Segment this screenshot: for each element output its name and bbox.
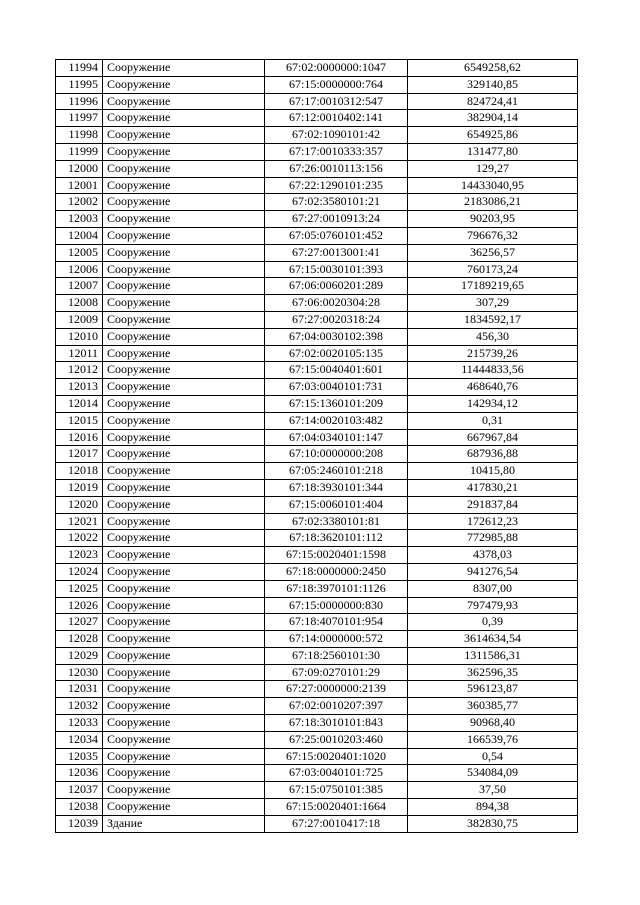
table-row (56, 227, 578, 244)
row-number-cell: 11997 (56, 110, 103, 127)
row-number-cell: 12027 (56, 614, 103, 631)
value-cell: 215739,26 (408, 345, 578, 362)
cadastral-number-cell: 67:02:0020105:135 (265, 345, 408, 362)
value-cell: 360385,77 (408, 698, 578, 715)
cadastral-number-cell: 67:04:0030102:398 (265, 328, 408, 345)
value-cell: 687936,88 (408, 446, 578, 463)
value-cell: 824724,41 (408, 93, 578, 110)
cadastral-number-cell: 67:02:0010207:397 (265, 698, 408, 715)
value-cell: 166539,76 (408, 731, 578, 748)
value-cell: 37,50 (408, 782, 578, 799)
object-type-cell: Сооружение (103, 429, 265, 446)
value-cell: 6549258,62 (408, 60, 578, 77)
row-number-cell: 11999 (56, 143, 103, 160)
table-row (56, 143, 578, 160)
table-row (56, 93, 578, 110)
object-type-cell: Сооружение (103, 76, 265, 93)
value-cell: 382830,75 (408, 815, 578, 832)
value-cell: 329140,85 (408, 76, 578, 93)
object-type-cell: Сооружение (103, 160, 265, 177)
object-type-cell: Сооружение (103, 412, 265, 429)
object-type-cell: Сооружение (103, 698, 265, 715)
value-cell: 0,31 (408, 412, 578, 429)
value-cell: 307,29 (408, 295, 578, 312)
row-number-cell: 12013 (56, 379, 103, 396)
cadastral-number-cell: 67:18:3010101:843 (265, 715, 408, 732)
table-row (56, 614, 578, 631)
row-number-cell: 12038 (56, 799, 103, 816)
row-number-cell: 12001 (56, 177, 103, 194)
object-type-cell: Сооружение (103, 479, 265, 496)
value-cell: 772985,88 (408, 530, 578, 547)
row-number-cell: 12018 (56, 463, 103, 480)
table-row (56, 799, 578, 816)
row-number-cell: 12003 (56, 211, 103, 228)
cadastral-number-cell: 67:17:0010312:547 (265, 93, 408, 110)
cadastral-number-cell: 67:06:0060201:289 (265, 278, 408, 295)
object-type-cell: Сооружение (103, 765, 265, 782)
table-row (56, 530, 578, 547)
row-number-cell: 12036 (56, 765, 103, 782)
table-row (56, 782, 578, 799)
cadastral-number-cell: 67:15:0020401:1020 (265, 748, 408, 765)
row-number-cell: 12002 (56, 194, 103, 211)
cadastral-number-cell: 67:14:0000000:572 (265, 631, 408, 648)
value-cell: 468640,76 (408, 379, 578, 396)
table-row (56, 295, 578, 312)
table-row (56, 597, 578, 614)
row-number-cell: 12000 (56, 160, 103, 177)
row-number-cell: 12015 (56, 412, 103, 429)
table-row (56, 496, 578, 513)
table-row (56, 631, 578, 648)
row-number-cell: 12004 (56, 227, 103, 244)
object-type-cell: Сооружение (103, 513, 265, 530)
cadastral-number-cell: 67:02:1090101:42 (265, 127, 408, 144)
table-row (56, 395, 578, 412)
value-cell: 417830,21 (408, 479, 578, 496)
cadastral-number-cell: 67:25:0010203:460 (265, 731, 408, 748)
table-row (56, 110, 578, 127)
table-row (56, 379, 578, 396)
table-row (56, 748, 578, 765)
row-number-cell: 11995 (56, 76, 103, 93)
object-type-cell: Сооружение (103, 664, 265, 681)
cadastral-number-cell: 67:18:3970101:1126 (265, 580, 408, 597)
value-cell: 2183086,21 (408, 194, 578, 211)
cadastral-number-cell: 67:15:0040401:601 (265, 362, 408, 379)
table-row (56, 328, 578, 345)
cadastral-number-cell: 67:27:0000000:2139 (265, 681, 408, 698)
row-number-cell: 12022 (56, 530, 103, 547)
object-type-cell: Сооружение (103, 496, 265, 513)
value-cell: 90968,40 (408, 715, 578, 732)
value-cell: 3614634,54 (408, 631, 578, 648)
object-type-cell: Сооружение (103, 328, 265, 345)
object-type-cell: Сооружение (103, 597, 265, 614)
object-type-cell: Сооружение (103, 647, 265, 664)
table-row (56, 547, 578, 564)
object-type-cell: Сооружение (103, 748, 265, 765)
cadastral-number-cell: 67:27:0013001:41 (265, 244, 408, 261)
property-table (55, 59, 578, 833)
table-row (56, 211, 578, 228)
row-number-cell: 12030 (56, 664, 103, 681)
object-type-cell: Сооружение (103, 563, 265, 580)
value-cell: 382904,14 (408, 110, 578, 127)
row-number-cell: 12007 (56, 278, 103, 295)
table-row (56, 563, 578, 580)
table-row (56, 194, 578, 211)
cadastral-number-cell: 67:15:1360101:209 (265, 395, 408, 412)
table-row (56, 647, 578, 664)
object-type-cell: Сооружение (103, 177, 265, 194)
value-cell: 8307,00 (408, 580, 578, 597)
table-row (56, 278, 578, 295)
table-row (56, 463, 578, 480)
table-row (56, 261, 578, 278)
value-cell: 0,39 (408, 614, 578, 631)
table-row (56, 479, 578, 496)
cadastral-number-cell: 67:09:0270101:29 (265, 664, 408, 681)
value-cell: 362596,35 (408, 664, 578, 681)
row-number-cell: 12032 (56, 698, 103, 715)
value-cell: 142934,12 (408, 395, 578, 412)
table-row (56, 664, 578, 681)
object-type-cell: Сооружение (103, 580, 265, 597)
table-row (56, 580, 578, 597)
object-type-cell: Сооружение (103, 311, 265, 328)
cadastral-number-cell: 67:05:2460101:218 (265, 463, 408, 480)
table-row (56, 345, 578, 362)
row-number-cell: 12033 (56, 715, 103, 732)
row-number-cell: 12011 (56, 345, 103, 362)
value-cell: 172612,23 (408, 513, 578, 530)
row-number-cell: 12026 (56, 597, 103, 614)
object-type-cell: Сооружение (103, 715, 265, 732)
row-number-cell: 12009 (56, 311, 103, 328)
cadastral-number-cell: 67:15:0750101:385 (265, 782, 408, 799)
object-type-cell: Сооружение (103, 127, 265, 144)
row-number-cell: 12014 (56, 395, 103, 412)
cadastral-number-cell: 67:04:0340101:147 (265, 429, 408, 446)
row-number-cell: 12019 (56, 479, 103, 496)
cadastral-number-cell: 67:27:0010417:18 (265, 815, 408, 832)
cadastral-number-cell: 67:27:0010913:24 (265, 211, 408, 228)
object-type-cell: Сооружение (103, 446, 265, 463)
value-cell: 797479,93 (408, 597, 578, 614)
table-row (56, 76, 578, 93)
cadastral-number-cell: 67:18:2560101:30 (265, 647, 408, 664)
table-row (56, 160, 578, 177)
row-number-cell: 12016 (56, 429, 103, 446)
table-row (56, 60, 578, 77)
row-number-cell: 11994 (56, 60, 103, 77)
value-cell: 796676,32 (408, 227, 578, 244)
row-number-cell: 12029 (56, 647, 103, 664)
table-row (56, 765, 578, 782)
value-cell: 667967,84 (408, 429, 578, 446)
table-row (56, 446, 578, 463)
table-row (56, 698, 578, 715)
cadastral-number-cell: 67:02:3380101:81 (265, 513, 408, 530)
object-type-cell: Сооружение (103, 799, 265, 816)
table-row (56, 815, 578, 832)
cadastral-number-cell: 67:18:3620101:112 (265, 530, 408, 547)
table-row (56, 244, 578, 261)
row-number-cell: 12012 (56, 362, 103, 379)
row-number-cell: 12031 (56, 681, 103, 698)
value-cell: 4378,03 (408, 547, 578, 564)
object-type-cell: Сооружение (103, 614, 265, 631)
object-type-cell: Сооружение (103, 110, 265, 127)
cadastral-number-cell: 67:02:0000000:1047 (265, 60, 408, 77)
cadastral-number-cell: 67:05:0760101:452 (265, 227, 408, 244)
cadastral-number-cell: 67:22:1290101:235 (265, 177, 408, 194)
cadastral-number-cell: 67:17:0010333:357 (265, 143, 408, 160)
value-cell: 654925,86 (408, 127, 578, 144)
cadastral-number-cell: 67:03:0040101:731 (265, 379, 408, 396)
object-type-cell: Сооружение (103, 194, 265, 211)
value-cell: 760173,24 (408, 261, 578, 278)
object-type-cell: Сооружение (103, 93, 265, 110)
value-cell: 894,38 (408, 799, 578, 816)
cadastral-number-cell: 67:15:0000000:764 (265, 76, 408, 93)
row-number-cell: 12024 (56, 563, 103, 580)
value-cell: 291837,84 (408, 496, 578, 513)
cadastral-number-cell: 67:27:0020318:24 (265, 311, 408, 328)
row-number-cell: 12039 (56, 815, 103, 832)
table-row (56, 177, 578, 194)
value-cell: 534084,09 (408, 765, 578, 782)
cadastral-number-cell: 67:03:0040101:725 (265, 765, 408, 782)
row-number-cell: 12005 (56, 244, 103, 261)
row-number-cell: 12020 (56, 496, 103, 513)
row-number-cell: 12025 (56, 580, 103, 597)
object-type-cell: Сооружение (103, 295, 265, 312)
object-type-cell: Сооружение (103, 681, 265, 698)
cadastral-number-cell: 67:18:3930101:344 (265, 479, 408, 496)
object-type-cell: Сооружение (103, 211, 265, 228)
object-type-cell: Сооружение (103, 463, 265, 480)
row-number-cell: 11998 (56, 127, 103, 144)
row-number-cell: 11996 (56, 93, 103, 110)
cadastral-number-cell: 67:02:3580101:21 (265, 194, 408, 211)
value-cell: 36256,57 (408, 244, 578, 261)
row-number-cell: 12006 (56, 261, 103, 278)
table-row (56, 429, 578, 446)
object-type-cell: Сооружение (103, 244, 265, 261)
cadastral-number-cell: 67:15:0030101:393 (265, 261, 408, 278)
table-row (56, 731, 578, 748)
value-cell: 129,27 (408, 160, 578, 177)
value-cell: 14433040,95 (408, 177, 578, 194)
row-number-cell: 12023 (56, 547, 103, 564)
table-row (56, 127, 578, 144)
value-cell: 90203,95 (408, 211, 578, 228)
object-type-cell: Сооружение (103, 345, 265, 362)
cadastral-number-cell: 67:26:0010113:156 (265, 160, 408, 177)
cadastral-number-cell: 67:06:0020304:28 (265, 295, 408, 312)
value-cell: 456,30 (408, 328, 578, 345)
row-number-cell: 12008 (56, 295, 103, 312)
cadastral-number-cell: 67:15:0000000:830 (265, 597, 408, 614)
table-row (56, 715, 578, 732)
object-type-cell: Сооружение (103, 227, 265, 244)
row-number-cell: 12010 (56, 328, 103, 345)
value-cell: 596123,87 (408, 681, 578, 698)
table-row (56, 513, 578, 530)
value-cell: 1834592,17 (408, 311, 578, 328)
cadastral-number-cell: 67:18:4070101:954 (265, 614, 408, 631)
value-cell: 1311586,31 (408, 647, 578, 664)
row-number-cell: 12034 (56, 731, 103, 748)
object-type-cell: Сооружение (103, 379, 265, 396)
table-row (56, 362, 578, 379)
row-number-cell: 12035 (56, 748, 103, 765)
table-row (56, 311, 578, 328)
cadastral-number-cell: 67:15:0020401:1664 (265, 799, 408, 816)
cadastral-number-cell: 67:18:0000000:2450 (265, 563, 408, 580)
value-cell: 10415,80 (408, 463, 578, 480)
table-row (56, 681, 578, 698)
object-type-cell: Сооружение (103, 60, 265, 77)
object-type-cell: Здание (103, 815, 265, 832)
object-type-cell: Сооружение (103, 362, 265, 379)
value-cell: 11444833,56 (408, 362, 578, 379)
object-type-cell: Сооружение (103, 547, 265, 564)
cadastral-number-cell: 67:14:0020103:482 (265, 412, 408, 429)
table-body (56, 60, 578, 833)
value-cell: 0,54 (408, 748, 578, 765)
value-cell: 131477,80 (408, 143, 578, 160)
value-cell: 17189219,65 (408, 278, 578, 295)
cadastral-number-cell: 67:15:0020401:1598 (265, 547, 408, 564)
object-type-cell: Сооружение (103, 731, 265, 748)
row-number-cell: 12021 (56, 513, 103, 530)
object-type-cell: Сооружение (103, 631, 265, 648)
cadastral-number-cell: 67:10:0000000:208 (265, 446, 408, 463)
cadastral-number-cell: 67:12:0010402:141 (265, 110, 408, 127)
object-type-cell: Сооружение (103, 261, 265, 278)
object-type-cell: Сооружение (103, 278, 265, 295)
object-type-cell: Сооружение (103, 395, 265, 412)
value-cell: 941276,54 (408, 563, 578, 580)
table-row (56, 412, 578, 429)
object-type-cell: Сооружение (103, 143, 265, 160)
row-number-cell: 12028 (56, 631, 103, 648)
row-number-cell: 12037 (56, 782, 103, 799)
cadastral-number-cell: 67:15:0060101:404 (265, 496, 408, 513)
object-type-cell: Сооружение (103, 530, 265, 547)
row-number-cell: 12017 (56, 446, 103, 463)
object-type-cell: Сооружение (103, 782, 265, 799)
